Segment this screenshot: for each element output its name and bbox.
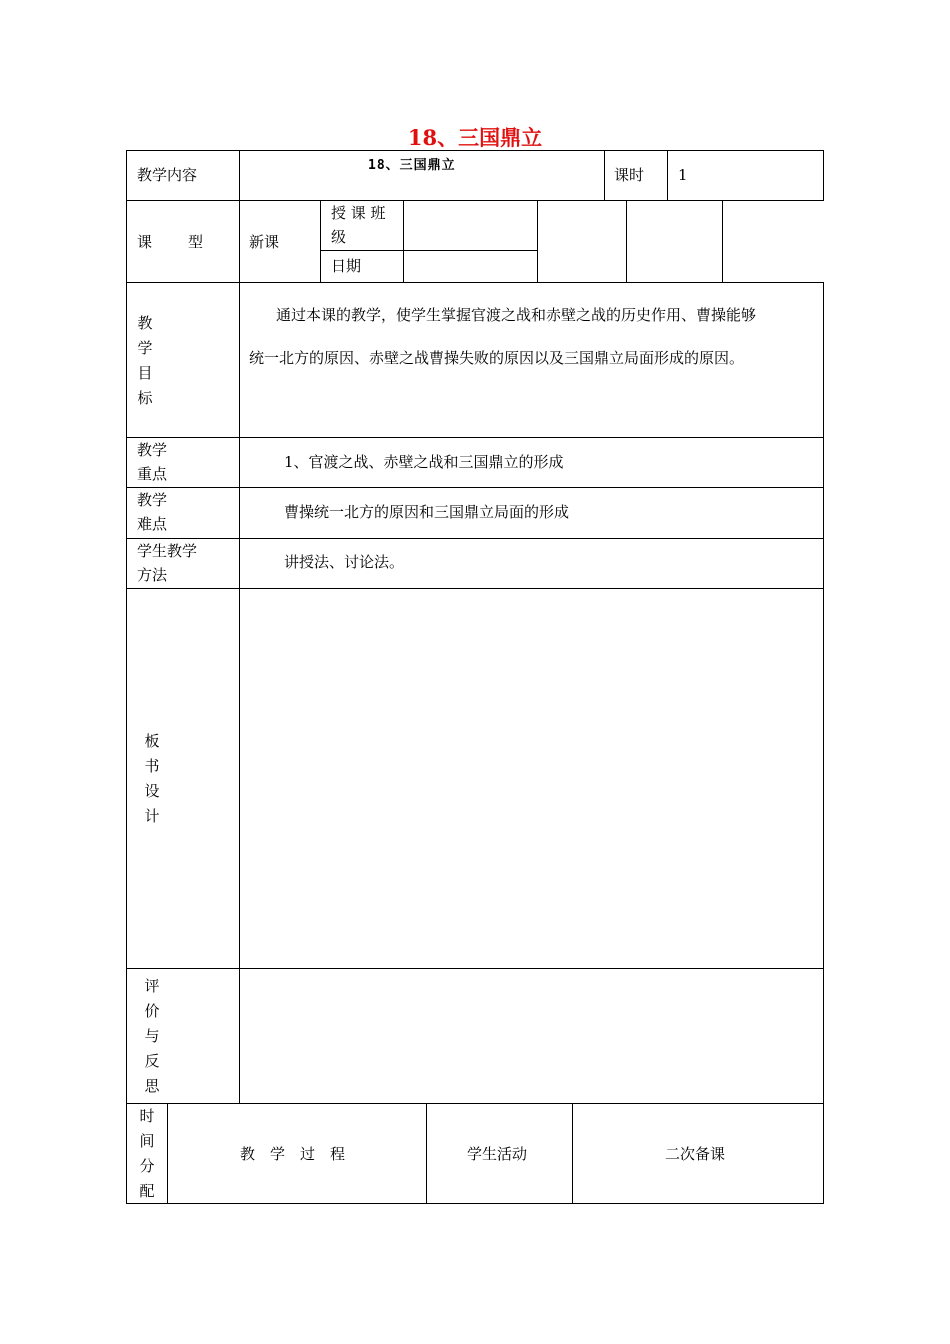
date-value-cell [403,250,538,283]
content-label: 教学内容 [137,166,198,184]
blank-cell-1 [537,200,627,283]
hours-value: 1 [678,166,688,184]
type-label-1: 课 [137,233,153,251]
reflection-label-char: 思 [144,1077,160,1095]
objectives-label-char: 教 [137,314,153,332]
type-value-cell [239,200,321,283]
student-header-cell [426,1103,573,1204]
keypoints-label-1: 教学 [137,441,168,459]
class-label-1: 授 课 班 [331,204,386,222]
methods-label-cell [126,538,240,589]
hours-label: 课时 [614,166,645,184]
class-label-cell [320,200,404,251]
time-label-char: 配 [139,1182,155,1200]
difficulties-value: 曹操统一北方的原因和三国鼎立局面的形成 [284,503,570,521]
content-value-cell [239,150,605,201]
reflection-label-cell [126,968,240,1104]
objectives-label-cell [126,282,240,438]
board-label-char: 计 [144,807,160,825]
time-label-cell [126,1103,168,1204]
board-label-cell [126,588,240,969]
content-value: 18、三国鼎立 [368,158,456,173]
board-label-char: 设 [144,782,160,800]
board-label-char: 板 [144,732,160,750]
type-value: 新课 [249,233,280,251]
objectives-label-char: 学 [137,339,153,357]
content-label-cell [126,150,240,201]
difficulties-label-cell [126,487,240,539]
objectives-line-1: 通过本课的教学，使学生掌握官渡之战和赤壁之战的历史作用、曹操能够 [276,306,757,324]
time-label-char: 分 [139,1157,155,1175]
keypoints-value-cell [239,437,824,488]
second-header: 二次备课 [665,1145,726,1163]
objectives-label-char: 目 [137,364,153,382]
time-label-char: 间 [139,1132,155,1150]
class-value-cell [403,200,538,251]
methods-label-2: 方法 [137,566,168,584]
reflection-label-char: 价 [144,1002,160,1020]
methods-value: 讲授法、讨论法。 [284,553,405,571]
keypoints-label-cell [126,437,240,488]
second-header-cell [572,1103,824,1204]
type-label-2: 型 [188,233,204,251]
board-label-char: 书 [144,757,160,775]
board-value-cell [239,588,824,969]
type-label-cell [126,200,240,283]
objectives-label-char: 标 [137,389,153,407]
process-header-cell [167,1103,427,1204]
keypoints-value: 1、官渡之战、赤壁之战和三国鼎立的形成 [284,453,564,471]
time-label-char: 时 [139,1107,155,1125]
class-label-2: 级 [331,228,347,246]
reflection-label-char: 评 [144,977,160,995]
difficulties-value-cell [239,487,824,539]
objectives-line-2: 统一北方的原因、赤壁之战曹操失败的原因以及三国鼎立局面形成的原因。 [249,349,745,367]
objectives-value-cell [239,282,824,438]
methods-label-1: 学生教学 [137,542,198,560]
methods-value-cell [239,538,824,589]
hours-label-cell [604,150,668,201]
keypoints-label-2: 重点 [137,465,168,483]
reflection-label-char: 反 [144,1052,160,1070]
student-header: 学生活动 [467,1145,528,1163]
date-label-cell [320,250,404,283]
date-label: 日期 [331,257,362,275]
hours-value-cell [667,150,824,201]
page-title: 18、三国鼎立 [407,125,543,150]
blank-cell-2 [626,200,723,283]
difficulties-label-1: 教学 [137,491,168,509]
process-header: 教 学 过 程 [240,1145,346,1163]
reflection-label-char: 与 [144,1027,160,1045]
reflection-value-cell [239,968,824,1104]
difficulties-label-2: 难点 [137,515,168,533]
